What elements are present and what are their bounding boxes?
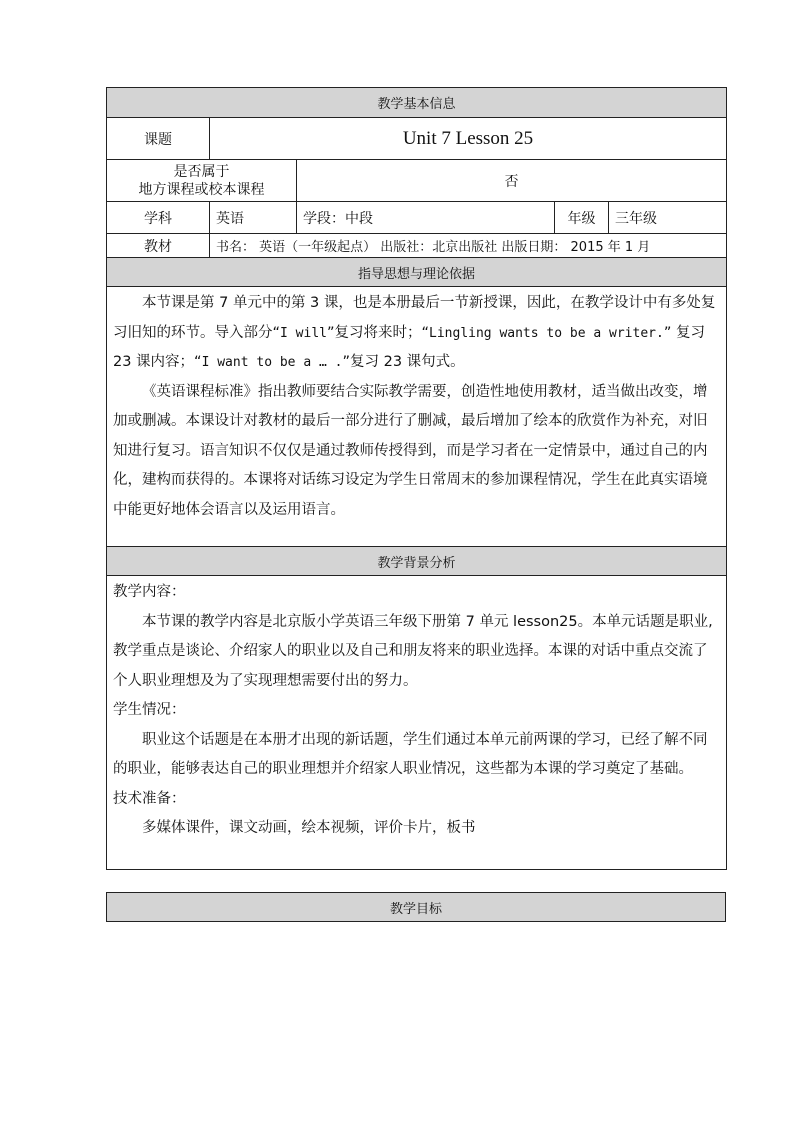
guiding-p1-text-g: ”复习 23 课句式。 bbox=[342, 354, 465, 370]
local-course-value: 否 bbox=[297, 160, 727, 202]
topic-value: Unit 7 Lesson 25 bbox=[210, 118, 727, 160]
objectives-header: 教学目标 bbox=[107, 893, 726, 922]
topic-label: 课题 bbox=[107, 118, 210, 160]
local-course-label bbox=[107, 160, 297, 202]
guiding-p1-quote-i-will: I will bbox=[280, 325, 327, 341]
background-content bbox=[107, 576, 727, 870]
objectives-table bbox=[106, 892, 726, 922]
guiding-p1-text-e: ” 复习 23 课内容；“ bbox=[113, 324, 705, 370]
grade-value: 三年级 bbox=[609, 202, 727, 234]
student-label: 学生情况： bbox=[113, 702, 186, 718]
tech-text: 多媒体课件，课文动画，绘本视频，评价卡片，板书 bbox=[142, 820, 476, 836]
subject-value: 英语 bbox=[210, 202, 297, 234]
textbook-label: 教材 bbox=[107, 234, 210, 258]
student-text: 职业这个话题是在本册才出现的新话题，学生们通过本单元前两课的学习，已经了解不同的职业，能够表达自己的职业理想并介绍家人职业情况，这些都为本课的学习奠定了基础。 bbox=[113, 731, 708, 777]
guiding-p1-text-c: ”复习将来时；“ bbox=[326, 324, 430, 341]
subject-label: 学科 bbox=[107, 202, 210, 234]
guiding-header: 指导思想与理论依据 bbox=[107, 258, 727, 287]
content-label: 教学内容： bbox=[113, 584, 186, 600]
content-text: 本节课的教学内容是北京版小学英语三年级下册第 7 单元 lesson25。本单元话题是职业,教学重点是谈论、介绍家人的职业以及自己和朋友将来的职业选择。本课的对话中重点交流了个人职业理想及为了实现理想需要付出的努力。 bbox=[113, 613, 713, 689]
guiding-paragraph-1 bbox=[113, 289, 720, 378]
guiding-content bbox=[107, 287, 727, 547]
stage-text: 学段：中段 bbox=[297, 202, 555, 234]
guiding-p1-text-a: 本节课是第 7 单元中的第 3 课，也是本册最后一节新授课，因此，在教学设计中有多处复习旧知的环节。导入部分“ bbox=[113, 295, 716, 341]
guiding-p1-quote-i-want: I want to be a … . bbox=[201, 355, 343, 370]
basic-info-header: 教学基本信息 bbox=[107, 88, 727, 118]
textbook-value: 书名： 英语（一年级起点） 出版社：北京出版社 出版日期： 2015 年 1 月 bbox=[210, 234, 727, 258]
guiding-p1-quote-lingling: Lingling wants to be a writer. bbox=[429, 325, 664, 341]
tech-label: 技术准备： bbox=[113, 790, 186, 807]
guiding-paragraph-2: 《英语课程标准》指出教师要结合实际教学需要，创造性地使用教材，适当做出改变，增加或删减。本课设计对教材的最后一部分进行了删减，最后增加了绘本的欣赏作为补充，对旧知进行复习。语言知识不仅仅是通过教师传授得到，而是学习者在一定情景中，通过自己的内化，建构而获得的。本课将对话练习设定为学生日常周末的参加课程情况，学生在此真实语境中能更好地体会语言以及运用语言。 bbox=[113, 383, 708, 518]
lesson-plan-table bbox=[106, 87, 727, 870]
background-header: 教学背景分析 bbox=[107, 547, 727, 576]
grade-label: 年级 bbox=[555, 202, 609, 234]
local-course-label-line2: 地方课程或校本课程 bbox=[138, 181, 265, 198]
local-course-label-line1: 是否属于 bbox=[173, 163, 230, 180]
